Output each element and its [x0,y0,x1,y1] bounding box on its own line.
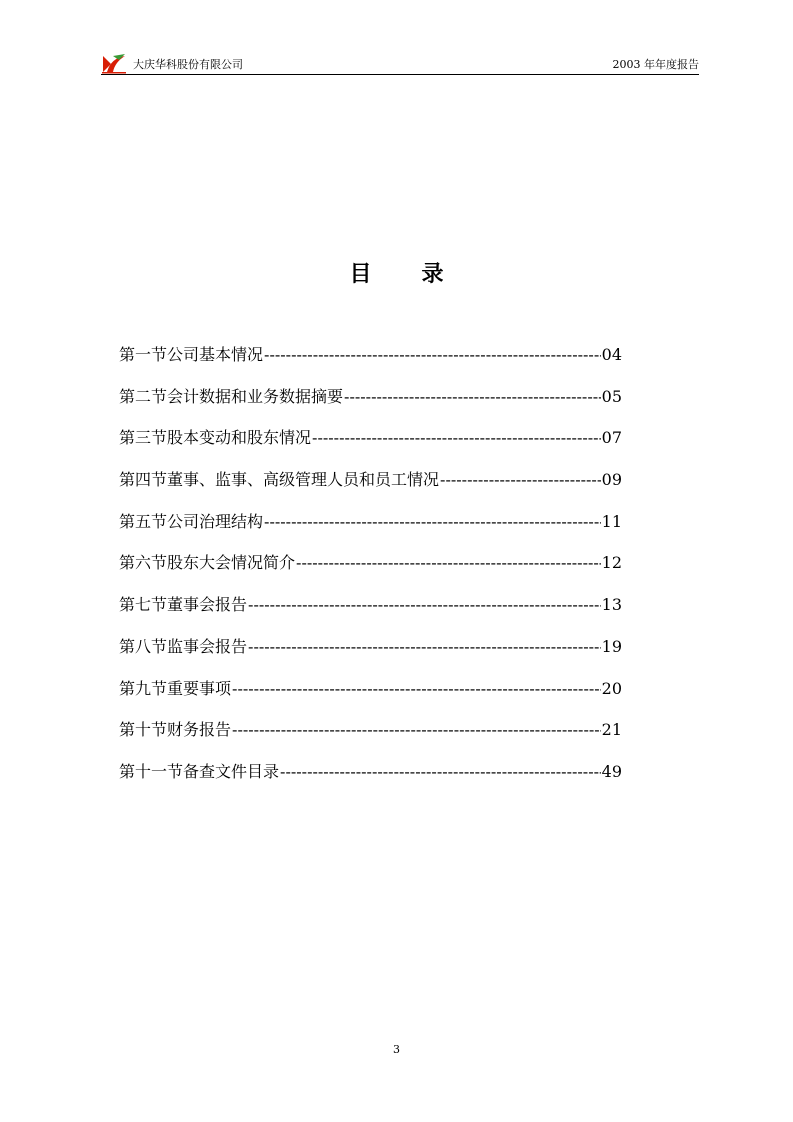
toc-leader [232,674,601,704]
toc-page: 04 [601,345,622,364]
toc-item[interactable] [119,674,622,716]
toc-item[interactable] [119,423,622,465]
toc-title: 董事、监事、高级管理人员和员工情况 [167,470,440,490]
toc-section: 第八节 [119,636,168,656]
toc-page: 13 [601,595,622,615]
toc-section: 第十节 [119,720,168,740]
title-left: 目 [349,261,372,287]
toc-page: 09 [601,470,622,490]
toc-leader [264,507,601,537]
toc-title: 公司治理结构 [167,511,264,531]
toc-leader [248,590,601,620]
toc-page: 05 [601,386,622,406]
toc-item[interactable] [119,632,622,674]
page-title [0,259,793,289]
toc-section: 第九节 [119,678,168,698]
toc-leader [344,382,601,412]
toc-item[interactable] [119,715,622,757]
header-rule [101,74,699,75]
toc-leader [248,632,601,662]
company-logo-icon [101,52,127,74]
report-title: 2003 年年度报告 [612,58,699,71]
toc-title: 会计数据和业务数据摘要 [167,386,344,406]
toc-leader [280,757,601,787]
toc-section: 第十一节 [119,761,184,781]
toc-page: 20 [601,678,622,698]
page-header [101,50,699,74]
toc-title: 股本变动和股东情况 [167,428,312,448]
toc-item[interactable] [119,757,622,799]
toc-item[interactable] [119,340,622,382]
table-of-contents [119,340,622,799]
toc-item[interactable] [119,590,622,632]
toc-leader [232,715,601,745]
toc-page: 49 [601,761,622,781]
toc-item[interactable] [119,465,622,507]
toc-title: 监事会报告 [167,636,248,656]
toc-section: 第七节 [119,595,168,615]
toc-section: 第二节 [119,386,168,406]
toc-leader [440,465,601,495]
toc-page: 19 [601,636,622,656]
title-right: 录 [421,261,444,287]
toc-section: 第四节 [119,470,168,490]
toc-leader [264,340,601,370]
toc-leader [312,423,601,453]
toc-page: 21 [601,720,622,740]
toc-title: 备查文件目录 [183,761,280,781]
toc-page: 11 [601,511,622,531]
toc-section: 第六节 [119,553,168,573]
toc-page: 07 [601,428,622,448]
toc-title: 股东大会情况简介 [167,553,296,573]
toc-item[interactable] [119,507,622,549]
toc-title: 财务报告 [167,720,232,740]
toc-title: 公司基本情况 [167,345,264,364]
toc-item[interactable] [119,548,622,590]
toc-item[interactable] [119,382,622,424]
toc-section: 第一节 [119,345,168,364]
company-name: 大庆华科股份有限公司 [133,58,243,71]
toc-section: 第三节 [119,428,168,448]
toc-section: 第五节 [119,511,168,531]
toc-page: 12 [601,553,622,573]
toc-leader [296,548,601,578]
toc-title: 重要事项 [167,678,232,698]
page-number: 3 [393,1043,400,1056]
toc-title: 董事会报告 [167,595,248,615]
